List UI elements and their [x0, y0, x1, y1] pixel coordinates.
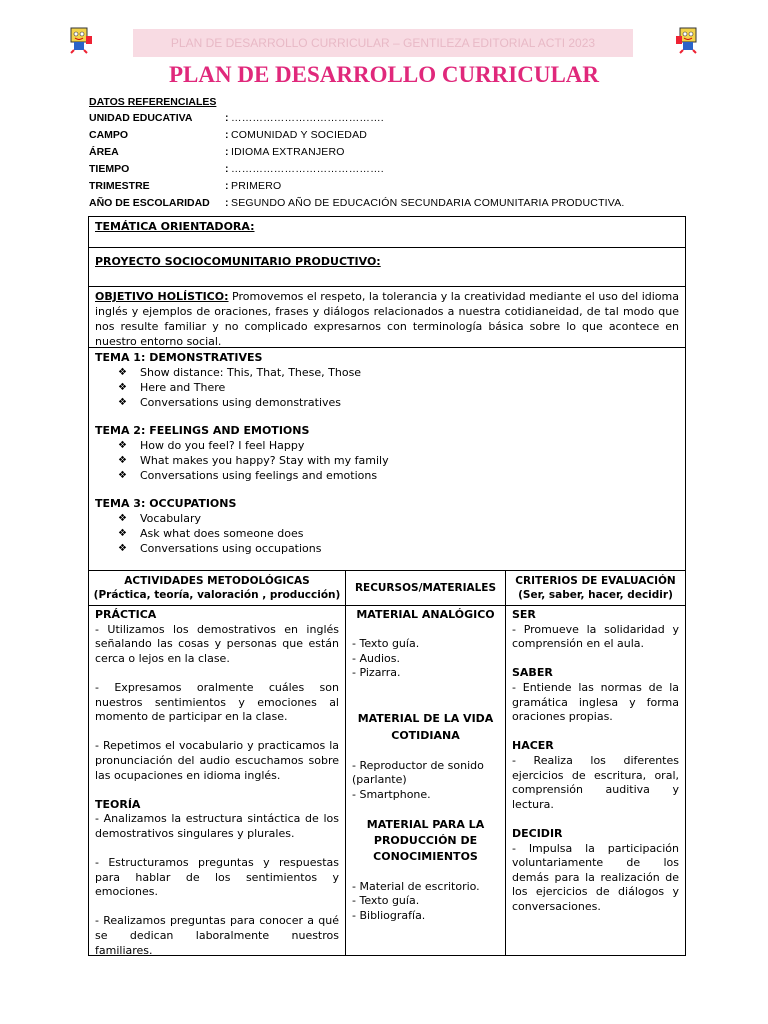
- resource-item: - Reproductor de sonido (parlante): [352, 758, 484, 787]
- ref-row: TRIMESTRE : PRIMERO: [89, 180, 689, 197]
- diamond-bullet-icon: ❖: [118, 513, 127, 524]
- activity-item: - Analizamos la estructura sintáctica de los demostrativos singulares y plurales.: [95, 812, 339, 840]
- diamond-bullet-icon: ❖: [118, 397, 127, 408]
- ref-value: …………………………………….: [231, 163, 384, 175]
- list-item: ❖ Show distance: This, That, These, Those: [118, 366, 362, 379]
- recursos-column: [346, 571, 506, 955]
- objetivo-text: Promovemos el respeto, la tolerancia y la creatividad mediante el uso del idioma inglés y ejemplos de oraciones, frases y diálogos relacionados a nuestra cotidianeidad, de tal modo que nos resulte familiar y no complicado expresarnos con terminología básica sobre lo que acontece en nuestro entorno social.: [95, 290, 679, 348]
- resource-item: - Smartphone.: [352, 787, 431, 801]
- activity-item: - Repetimos el vocabulario y practicamos la pronunciación del audio escuchamos sobre las ocupaciones en idioma inglés.: [95, 739, 339, 782]
- section-title: TEORÍA: [95, 797, 141, 811]
- ref-row: UNIDAD EDUCATIVA : …………………………………….: [89, 112, 689, 129]
- resource-item: - Texto guía.: [352, 637, 420, 651]
- ref-label: UNIDAD EDUCATIVA: [89, 112, 193, 124]
- mascot-icon: [66, 24, 96, 54]
- resource-item: - Material de escritorio.: [352, 879, 480, 893]
- section-title: MATERIAL DE LA VIDA COTIDIANA: [357, 712, 494, 743]
- actividades-column: [89, 571, 346, 955]
- section-title: PRÁCTICA: [95, 608, 157, 621]
- section-title: MATERIAL PARA LA PRODUCCIÓN DE CONOCIMIENTOS: [366, 818, 485, 864]
- proyecto-box: [88, 247, 686, 287]
- resource-item: - Bibliografía.: [352, 908, 426, 922]
- header-banner: PLAN DE DESARROLLO CURRICULAR – GENTILEZA EDITORIAL ACTI 2023: [133, 29, 633, 57]
- activity-item: - Expresamos oralmente cuáles son nuestros sentimientos y emociones al momento de participar en la clase.: [95, 680, 339, 724]
- diamond-bullet-icon: ❖: [118, 440, 127, 451]
- list-item: ❖ Conversations using feelings and emotions: [118, 469, 378, 482]
- criterion-item: - Realiza los diferentes ejercicios de escritura, oral, comprensión auditiva y lectura.: [512, 753, 679, 811]
- page-title: PLAN DE DESARROLLO CURRICULAR: [168, 62, 599, 87]
- ref-label: TIEMPO: [89, 163, 130, 175]
- diamond-bullet-icon: ❖: [118, 528, 127, 539]
- ref-label: CAMPO: [89, 129, 129, 141]
- tema-title: TEMA 1: DEMONSTRATIVES: [95, 351, 263, 364]
- criterion-item: - Impulsa la participación voluntariamente de los demás para la realización de los ejercicios de diálogos y conversaciones.: [512, 841, 679, 913]
- list-item: ❖ What makes you happy? Stay with my family: [118, 454, 389, 467]
- section-title: SER: [512, 608, 536, 621]
- section-title: MATERIAL ANALÓGICO: [356, 608, 495, 621]
- activity-item: - Utilizamos los demostrativos en inglés señalando las cosas y personas que están cerca o lejos en la clase.: [95, 622, 339, 665]
- diamond-bullet-icon: ❖: [118, 455, 127, 466]
- ref-label: TRIMESTRE: [89, 180, 150, 192]
- column-header: RECURSOS/MATERIALES: [346, 571, 505, 606]
- ref-value: …………………………………….: [231, 112, 384, 124]
- criterios-column: [506, 571, 685, 955]
- resource-item: - Texto guía.: [352, 894, 420, 908]
- diamond-bullet-icon: ❖: [118, 367, 127, 378]
- ref-label: AÑO DE ESCOLARIDAD: [89, 197, 210, 209]
- tema-title: TEMA 2: FEELINGS AND EMOTIONS: [95, 424, 310, 437]
- proyecto-label: PROYECTO SOCIOCOMUNITARIO PRODUCTIVO:: [95, 255, 381, 268]
- diamond-bullet-icon: ❖: [118, 543, 127, 554]
- criterion-item: - Promueve la solidaridad y comprensión en el aula.: [512, 622, 679, 651]
- ref-value: SEGUNDO AÑO DE EDUCACIÓN SECUNDARIA COMUNITARIA PRODUCTIVA.: [231, 197, 625, 209]
- ref-value: COMUNIDAD Y SOCIEDAD: [231, 129, 368, 141]
- list-item: ❖ How do you feel? I feel Happy: [118, 439, 305, 452]
- ref-row: CAMPO : COMUNIDAD Y SOCIEDAD: [89, 129, 689, 146]
- activity-item: - Realizamos preguntas para conocer a qué se dedican laboralmente nuestros familiares.: [95, 914, 339, 957]
- resource-item: - Audios.: [352, 651, 400, 665]
- ref-row: ÁREA : IDIOMA EXTRANJERO: [89, 146, 689, 163]
- list-item: ❖ Conversations using demonstratives: [118, 396, 342, 409]
- datos-referenciales: [89, 96, 689, 214]
- diamond-bullet-icon: ❖: [118, 382, 127, 393]
- criterion-item: - Entiende las normas de la gramática inglesa y forma oraciones propias.: [512, 680, 679, 724]
- list-item: ❖ Here and There: [118, 381, 226, 394]
- objetivo-box: [88, 286, 686, 348]
- ref-value: PRIMERO: [231, 180, 282, 192]
- ref-value: IDIOMA EXTRANJERO: [231, 146, 345, 158]
- section-title: SABER: [512, 666, 553, 680]
- resource-item: - Pizarra.: [352, 666, 401, 680]
- column-header: CRITERIOS DE EVALUACIÓN (Ser, saber, hacer, decidir): [506, 571, 685, 606]
- list-item: ❖ Ask what does someone does: [118, 527, 304, 540]
- ref-row: AÑO DE ESCOLARIDAD : SEGUNDO AÑO DE EDUCACIÓN SECUNDARIA COMUNITARIA PRODUCTIVA.: [89, 197, 689, 214]
- tema-title: TEMA 3: OCCUPATIONS: [95, 497, 237, 510]
- list-item: ❖ Vocabulary: [118, 512, 201, 525]
- diamond-bullet-icon: ❖: [118, 470, 127, 481]
- objetivo-label: OBJETIVO HOLÍSTICO:: [95, 290, 229, 303]
- ref-label: ÁREA: [89, 146, 119, 158]
- mascot-icon: [673, 24, 703, 54]
- section-title: HACER: [512, 739, 554, 753]
- activity-item: - Estructuramos preguntas y respuestas para hablar de los sentimientos y emociones.: [95, 856, 339, 899]
- refs-heading: DATOS REFERENCIALES: [89, 96, 217, 108]
- column-header: ACTIVIDADES METODOLÓGICAS (Práctica, teoría, valoración , producción): [89, 571, 345, 606]
- plan-table: [88, 570, 686, 956]
- list-item: ❖ Conversations using occupations: [118, 542, 322, 555]
- section-title: DECIDIR: [512, 826, 563, 840]
- temas-box: [88, 347, 686, 571]
- tematica-label: TEMÁTICA ORIENTADORA:: [95, 220, 255, 233]
- ref-row: TIEMPO : …………………………………….: [89, 163, 689, 180]
- tematica-box: [88, 216, 686, 248]
